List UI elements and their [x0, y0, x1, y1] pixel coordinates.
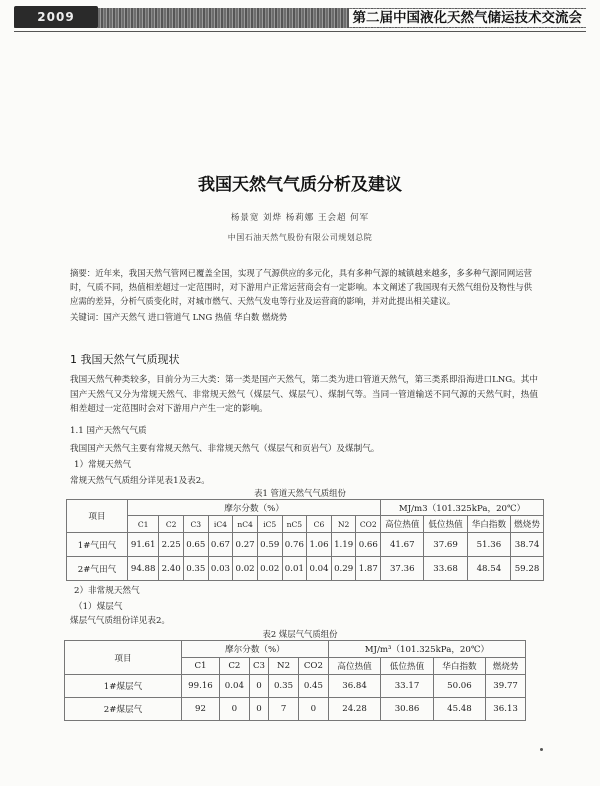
list-item-unconventional-gas: 2）非常规天然气 — [74, 586, 140, 596]
table-cell: 51.36 — [467, 533, 510, 557]
table-cell: 0 — [298, 698, 328, 721]
table-cell: 91.61 — [128, 533, 159, 557]
table-2-col-header: C2 — [219, 658, 249, 675]
table-cell: 0.66 — [356, 533, 381, 557]
table-1-col-header: C2 — [159, 516, 184, 533]
table-cell: 0.02 — [233, 557, 258, 581]
table-cell: 0.27 — [233, 533, 258, 557]
table-1-row-label: 1#气田气 — [67, 533, 128, 557]
keywords: 关键词：国产天然气 进口管道气 LNG 热值 华白数 燃烧势 — [70, 312, 288, 322]
table-1-col-header: 华白指数 — [467, 516, 510, 533]
table-1-col-header: nC4 — [233, 516, 258, 533]
table-cell: 0 — [249, 675, 268, 698]
subsection-1-1-heading: 1.1 国产天然气气质 — [70, 426, 147, 436]
table-2-col-header: C3 — [249, 658, 268, 675]
table-cell: 0.65 — [183, 533, 208, 557]
section-1-paragraph: 我国天然气种类较多，目前分为三大类：第一类是国产天然气，第二类为进口管道天然气，第三类系即沿海进口LNG。其中国产天然气又分为常规天然气、非常规天然气（煤层气、煤层气）、煤制气等。当同一管道输送不同气源的天然气时，热值相差超过一定范围时会对下游用户产生一定的影响。 — [70, 375, 538, 415]
table-2-mol-group-header: 摩尔分数（%） — [182, 641, 329, 658]
table-1-caption: 表1 管道天然气气质组份 — [254, 488, 346, 498]
table-row — [65, 698, 526, 721]
table-cell: 0.03 — [208, 557, 233, 581]
table-cell: 24.28 — [328, 698, 380, 721]
table-2-col-header: 高位热值 — [328, 658, 380, 675]
table-cell: 41.67 — [381, 533, 424, 557]
table-cell: 0 — [249, 698, 268, 721]
table-cell: 1.06 — [307, 533, 332, 557]
table-1-col-header: nC5 — [282, 516, 307, 533]
table-cell: 36.13 — [486, 698, 526, 721]
table-1-heat-group-header: MJ/m3（101.325kPa，20℃） — [381, 500, 544, 516]
table-cell: 0 — [219, 698, 249, 721]
table-cell: 1.87 — [356, 557, 381, 581]
table-cell: 33.68 — [424, 557, 467, 581]
table-row — [67, 557, 544, 581]
section-1-heading: 1 我国天然气气质现状 — [70, 353, 180, 366]
list-item-conventional-gas: 1）常规天然气 — [74, 460, 132, 470]
table-2-row-label: 1#煤层气 — [65, 675, 182, 698]
table-cell: 0.59 — [257, 533, 282, 557]
table-cell: 99.16 — [182, 675, 220, 698]
table-1 — [66, 499, 544, 581]
table-cell: 33.17 — [381, 675, 433, 698]
list-item-coalbed-methane: （1）煤层气 — [74, 602, 123, 612]
table-cell: 94.88 — [128, 557, 159, 581]
table-cell: 1.19 — [331, 533, 356, 557]
table-cell: 36.84 — [328, 675, 380, 698]
abstract: 摘要：近年来，我国天然气管网已覆盖全国，实现了气源供应的多元化，具有多种气源的城镇越来越多，多多种气源同网运营时，气质不同，热值相差超过一定范围时，对下游用户正常运营商会有一定影响。本文阐述了我国现有天然气组份及物性与供应需的差异，分析气质变化时，对城市燃气、天然气发电等行业及运营商的影响，并对此提出相关建议。 — [70, 268, 532, 307]
table-row — [65, 675, 526, 698]
table-1-col-header: 燃烧势 — [511, 516, 544, 533]
paper-authors: 杨景宽 刘烨 杨莉娜 王会超 何军 — [230, 213, 370, 223]
table-cell: 59.28 — [511, 557, 544, 581]
conference-logo: 2009 — [14, 6, 98, 28]
table-cell: 0.01 — [282, 557, 307, 581]
table-1-col-header: iC4 — [208, 516, 233, 533]
table-1-col-header: C6 — [307, 516, 332, 533]
table-cell: 0.35 — [269, 675, 299, 698]
table-cell: 0.35 — [183, 557, 208, 581]
paper-title: 我国天然气气质分析及建议 — [198, 175, 402, 195]
table-1-col-header: 高位热值 — [381, 516, 424, 533]
subsection-1-1-paragraph: 我国国产天然气主要有常规天然气、非常规天然气（煤层气和页岩气）及煤制气。 — [70, 444, 380, 454]
table-1-col-header: iC5 — [257, 516, 282, 533]
table-cell: 0.04 — [219, 675, 249, 698]
table-cell: 7 — [269, 698, 299, 721]
table-cell: 0.76 — [282, 533, 307, 557]
table-cell: 2.40 — [159, 557, 184, 581]
table-row — [67, 533, 544, 557]
table-1-col-header: CO2 — [356, 516, 381, 533]
table-cell: 50.06 — [433, 675, 485, 698]
table-2-col-header: C1 — [182, 658, 220, 675]
table-2-col-header: 燃烧势 — [486, 658, 526, 675]
table-cell: 37.69 — [424, 533, 467, 557]
table-cell: 0.29 — [331, 557, 356, 581]
table-1-item-header: 项目 — [67, 500, 128, 533]
table-1-mol-group-header: 摩尔分数（%） — [128, 500, 381, 516]
header-rule — [14, 31, 586, 32]
table-1-col-header: C1 — [128, 516, 159, 533]
table-2-item-header: 项目 — [65, 641, 182, 675]
table-1-col-header: 低位热值 — [424, 516, 467, 533]
conference-title: 第二届中国液化天然气储运技术交流会 — [349, 9, 587, 27]
table-cell: 0.02 — [257, 557, 282, 581]
scan-speck — [540, 748, 543, 751]
table-2-reference: 煤层气气质组份详见表2。 — [70, 616, 170, 626]
table-2-col-header: CO2 — [298, 658, 328, 675]
table-cell: 0.45 — [298, 675, 328, 698]
table-1-col-header: N2 — [331, 516, 356, 533]
table-1-row-label: 2#气田气 — [67, 557, 128, 581]
table-cell: 92 — [182, 698, 220, 721]
table-2-col-header: N2 — [269, 658, 299, 675]
table-cell: 30.86 — [381, 698, 433, 721]
table-2-col-header: 低位热值 — [381, 658, 433, 675]
table-2-col-header: 华白指数 — [433, 658, 485, 675]
table-2-row-label: 2#煤层气 — [65, 698, 182, 721]
table-1-col-header: C3 — [183, 516, 208, 533]
table-1-reference: 常规天然气气质组分详见表1及表2。 — [70, 476, 210, 486]
table-2-heat-group-header: MJ/m³（101.325kPa，20℃） — [328, 641, 525, 658]
table-cell: 0.04 — [307, 557, 332, 581]
table-cell: 39.77 — [486, 675, 526, 698]
table-2-caption: 表2 煤层气气质组份 — [262, 629, 338, 639]
table-cell: 38.74 — [511, 533, 544, 557]
table-cell: 45.48 — [433, 698, 485, 721]
table-cell: 37.36 — [381, 557, 424, 581]
table-2 — [64, 640, 526, 721]
table-cell: 0.67 — [208, 533, 233, 557]
table-cell: 48.54 — [467, 557, 510, 581]
table-cell: 2.25 — [159, 533, 184, 557]
paper-affiliation: 中国石油天然气股份有限公司规划总院 — [227, 233, 373, 242]
